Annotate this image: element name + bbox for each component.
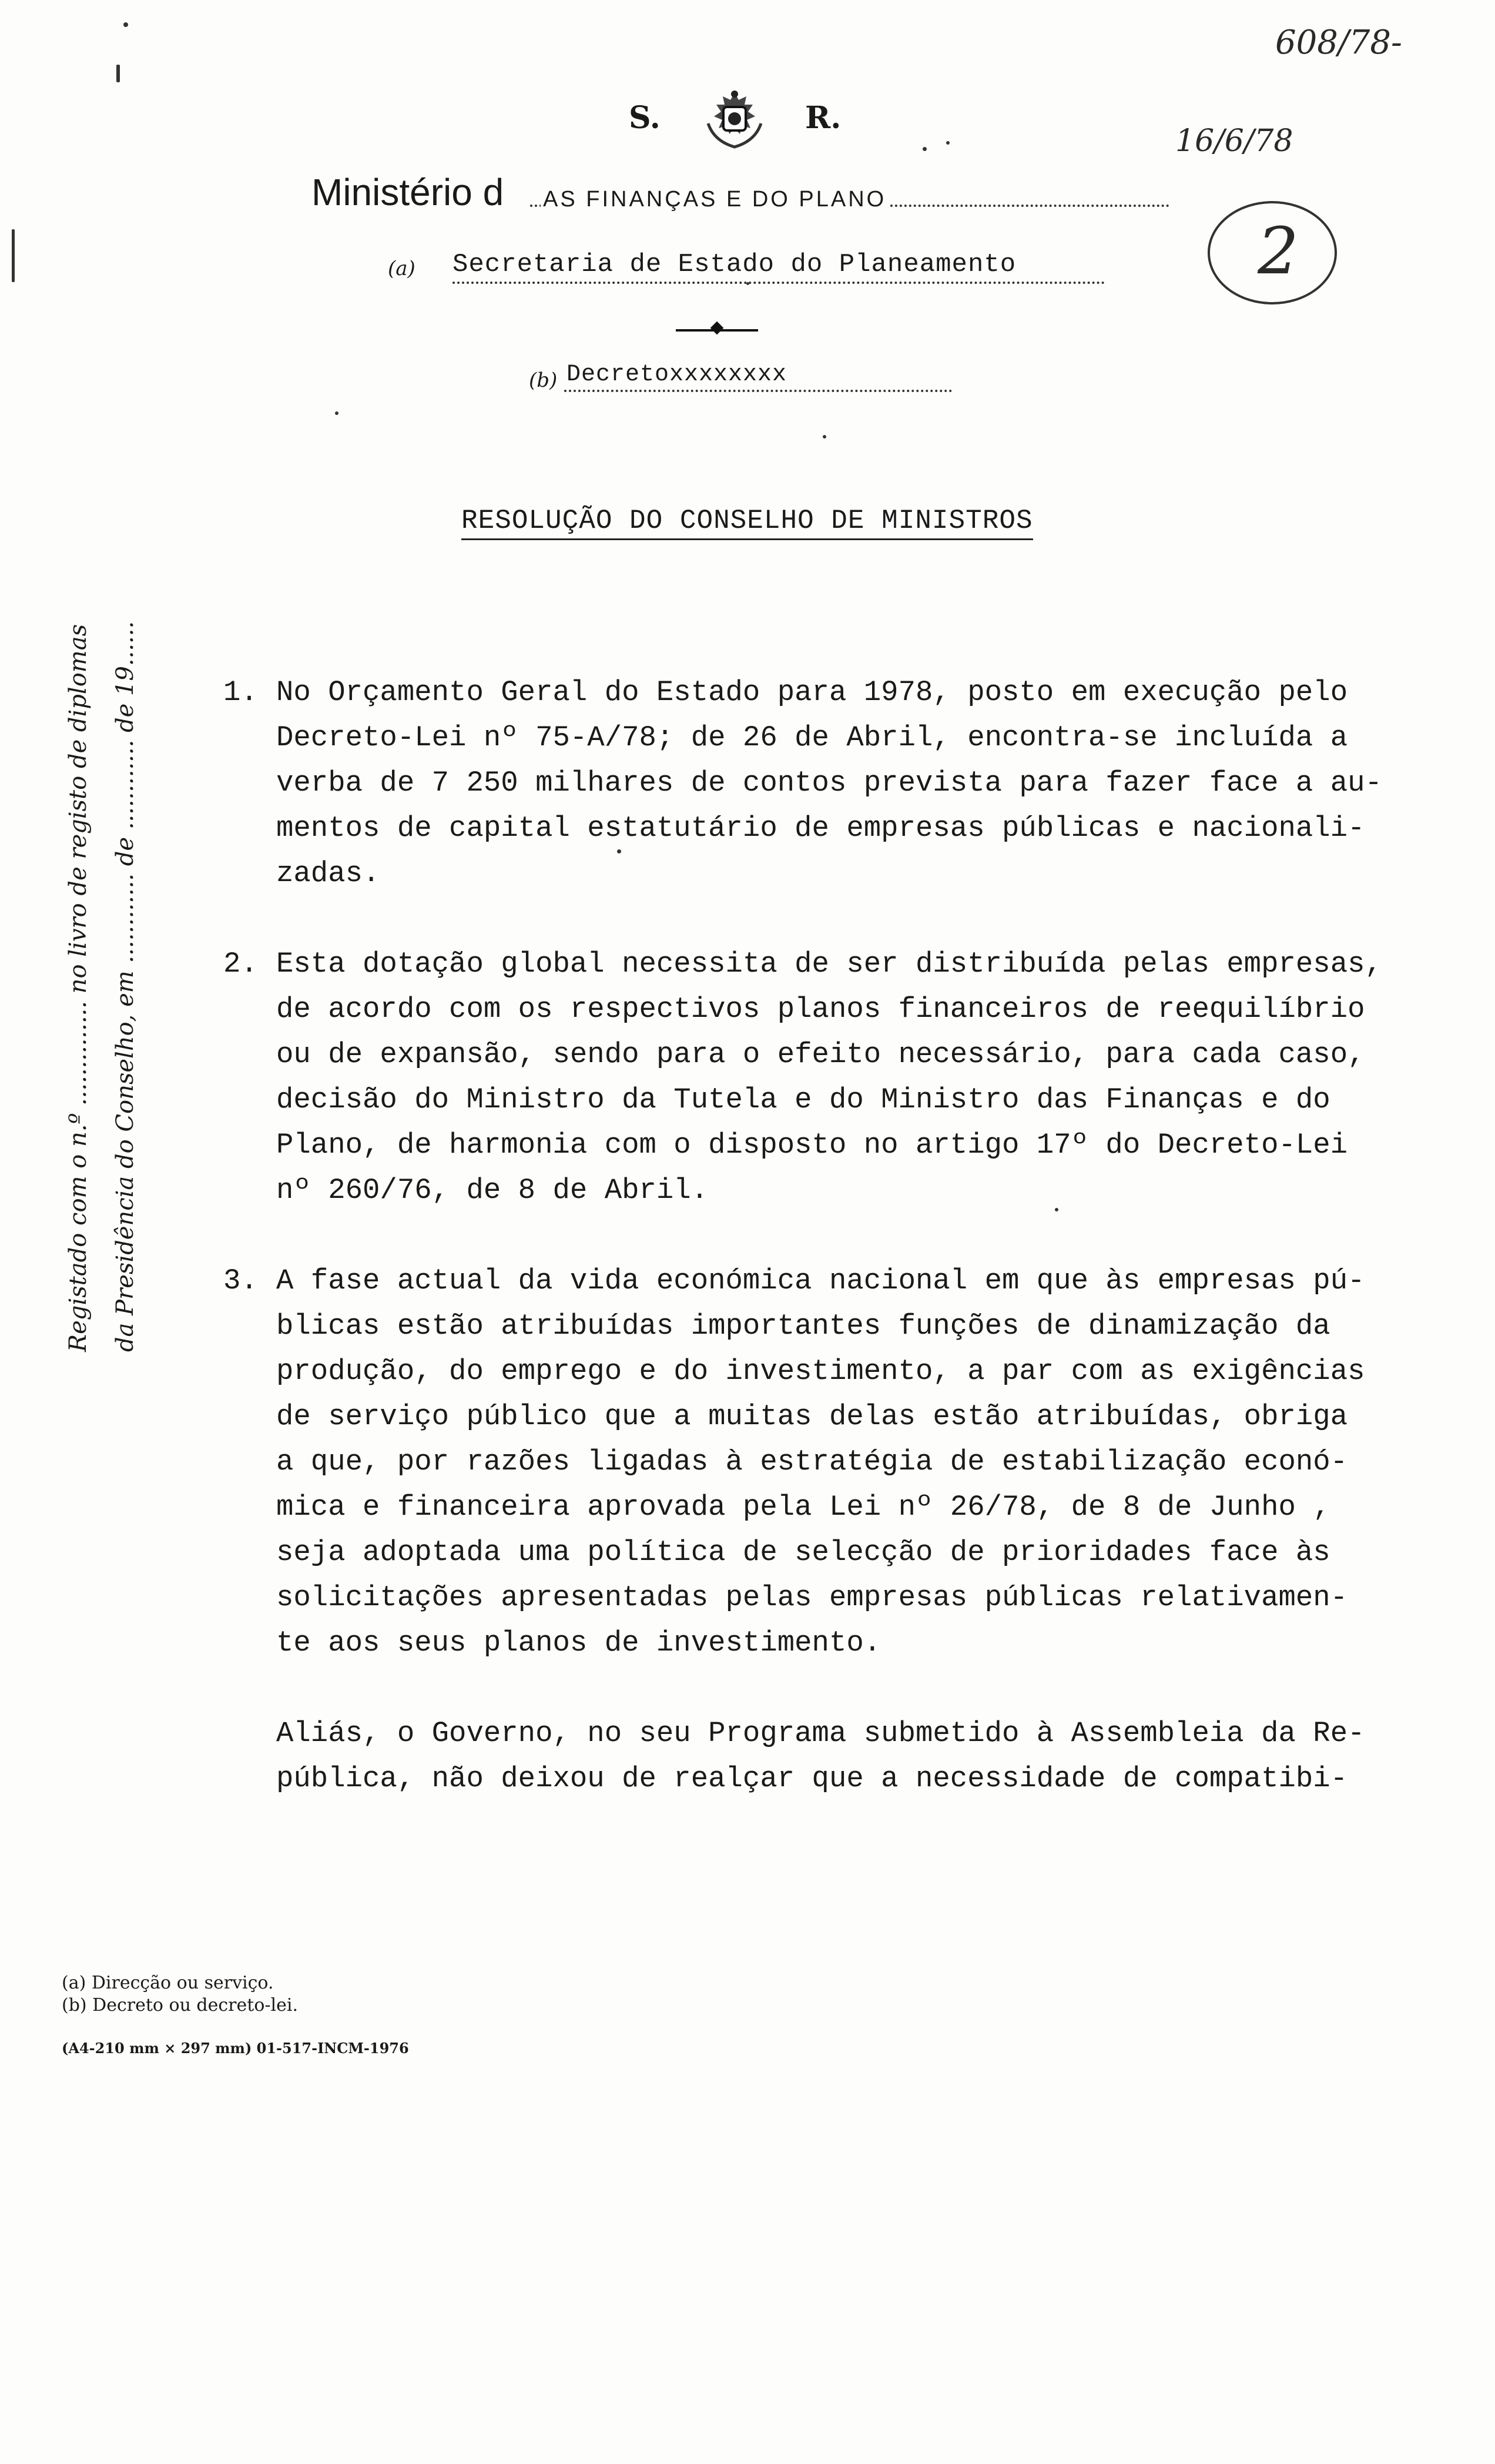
paragraph-4: [223, 1711, 1457, 1802]
text-line: decisão do Ministro da Tutela e do Ministro das Finanças e do: [276, 1083, 1330, 1116]
scan-speck: [746, 282, 749, 285]
text-line: Plano, de harmonia com o disposto no artigo 17º do Decreto-Lei: [276, 1129, 1348, 1161]
text-line: Decreto-Lei nº 75-A/78; de 26 de Abril, encontra-se incluída a: [276, 721, 1348, 754]
paragraph-2: [223, 942, 1457, 1213]
scan-speck: [123, 22, 128, 27]
ornament-diamond-icon: [710, 322, 724, 335]
footnote-marker-b: (b): [529, 369, 558, 392]
text-line: pública, não deixou de realçar que a necessidade de compatibi-: [276, 1762, 1348, 1795]
paragraph-number: 3.: [223, 1264, 258, 1297]
text-line: solicitações apresentadas pelas empresas públicas relativamen-: [276, 1581, 1348, 1614]
circled-number-text: 2: [1258, 213, 1299, 289]
letterhead-sr: [617, 88, 864, 159]
side-note-line-2: da Presidência do Conselho, em ............ de ............ de 19......: [112, 621, 139, 1352]
form-code: (A4-210 mm × 297 mm) 01-517-INCM-1976: [62, 2040, 409, 2057]
handwritten-date: 16/6/78: [1175, 123, 1293, 159]
letterhead-r: R.: [805, 100, 842, 136]
text-line: nº 260/76, de 8 de Abril.: [276, 1174, 709, 1207]
side-note-line-1: Registado com o n.º .............. no livro de registo de diplomas: [65, 624, 92, 1352]
text-line: Esta dotação global necessita de ser distribuída pelas empresas,: [276, 948, 1382, 980]
footnote-marker-a: (a): [388, 257, 415, 280]
scan-speck: [1055, 1208, 1058, 1211]
text-line: produção, do emprego e do investimento, a par com as exigências: [276, 1355, 1365, 1388]
handwritten-reference: 608/78-: [1275, 24, 1402, 62]
decreto-value: Decretoxxxxxxxx: [567, 361, 787, 388]
letterhead-s: S.: [629, 100, 661, 136]
paragraph-number: 1.: [223, 676, 258, 709]
footnote-a: (a) Direcção ou serviço.: [62, 1973, 274, 1993]
text-line: mica e financeira aprovada pela Lei nº 26/78, de 8 de Junho ,: [276, 1491, 1330, 1524]
paragraph-1: [223, 670, 1457, 896]
paragraph-3: [223, 1258, 1457, 1666]
text-line: mentos de capital estatutário de empresas públicas e nacionali-: [276, 812, 1365, 845]
dotted-line: [564, 390, 952, 392]
ministerio-line: [311, 170, 1169, 217]
footnotes: [62, 1972, 298, 2017]
scan-speck: [335, 411, 338, 415]
document-title: RESOLUÇÃO DO CONSELHO DE MINISTROS: [461, 505, 1033, 540]
dotted-line: [452, 282, 1105, 284]
text-line: blicas estão atribuídas importantes funções de dinamização da: [276, 1310, 1330, 1343]
secretaria-value: Secretaria de Estado do Planeamento: [452, 250, 1017, 279]
decreto-line: [529, 361, 952, 397]
text-line: zadas.: [276, 857, 380, 890]
document-body: [223, 670, 1457, 1847]
text-line: seja adoptada uma política de selecção de prioridades face às: [276, 1536, 1330, 1569]
paragraph-number: 2.: [223, 948, 258, 980]
registration-side-note: [47, 529, 165, 1352]
scan-speck: [617, 849, 621, 853]
text-line: a que, por razões ligadas à estratégia de estabilização econó-: [276, 1445, 1348, 1478]
ministerio-value: AS FINANÇAS E DO PLANO: [541, 187, 889, 212]
text-line: Aliás, o Governo, no seu Programa submetido à Assembleia da Re-: [276, 1717, 1365, 1750]
footnote-b: (b) Decreto ou decreto-lei.: [62, 1995, 299, 2016]
scan-speck: [12, 229, 15, 282]
ministerio-label: Ministério d: [311, 171, 504, 213]
scan-speck: [946, 141, 950, 145]
text-line: te aos seus planos de investimento.: [276, 1626, 881, 1659]
text-line: ou de expansão, sendo para o efeito necessário, para cada caso,: [276, 1038, 1365, 1071]
scan-speck: [823, 435, 826, 438]
text-line: verba de 7 250 milhares de contos prevista para fazer face a au-: [276, 766, 1382, 799]
text-line: de serviço público que a muitas delas estão atribuídas, obriga: [276, 1400, 1348, 1433]
circled-page-number: [1202, 194, 1343, 312]
text-line: de acordo com os respectivos planos financeiros de reequilíbrio: [276, 993, 1365, 1026]
text-line: No Orçamento Geral do Estado para 1978, posto em execução pelo: [276, 676, 1348, 709]
scan-speck: [116, 65, 120, 82]
text-line: A fase actual da vida económica nacional em que às empresas pú-: [276, 1264, 1365, 1297]
scan-speck: [923, 147, 927, 151]
coat-of-arms-icon: [690, 88, 779, 153]
